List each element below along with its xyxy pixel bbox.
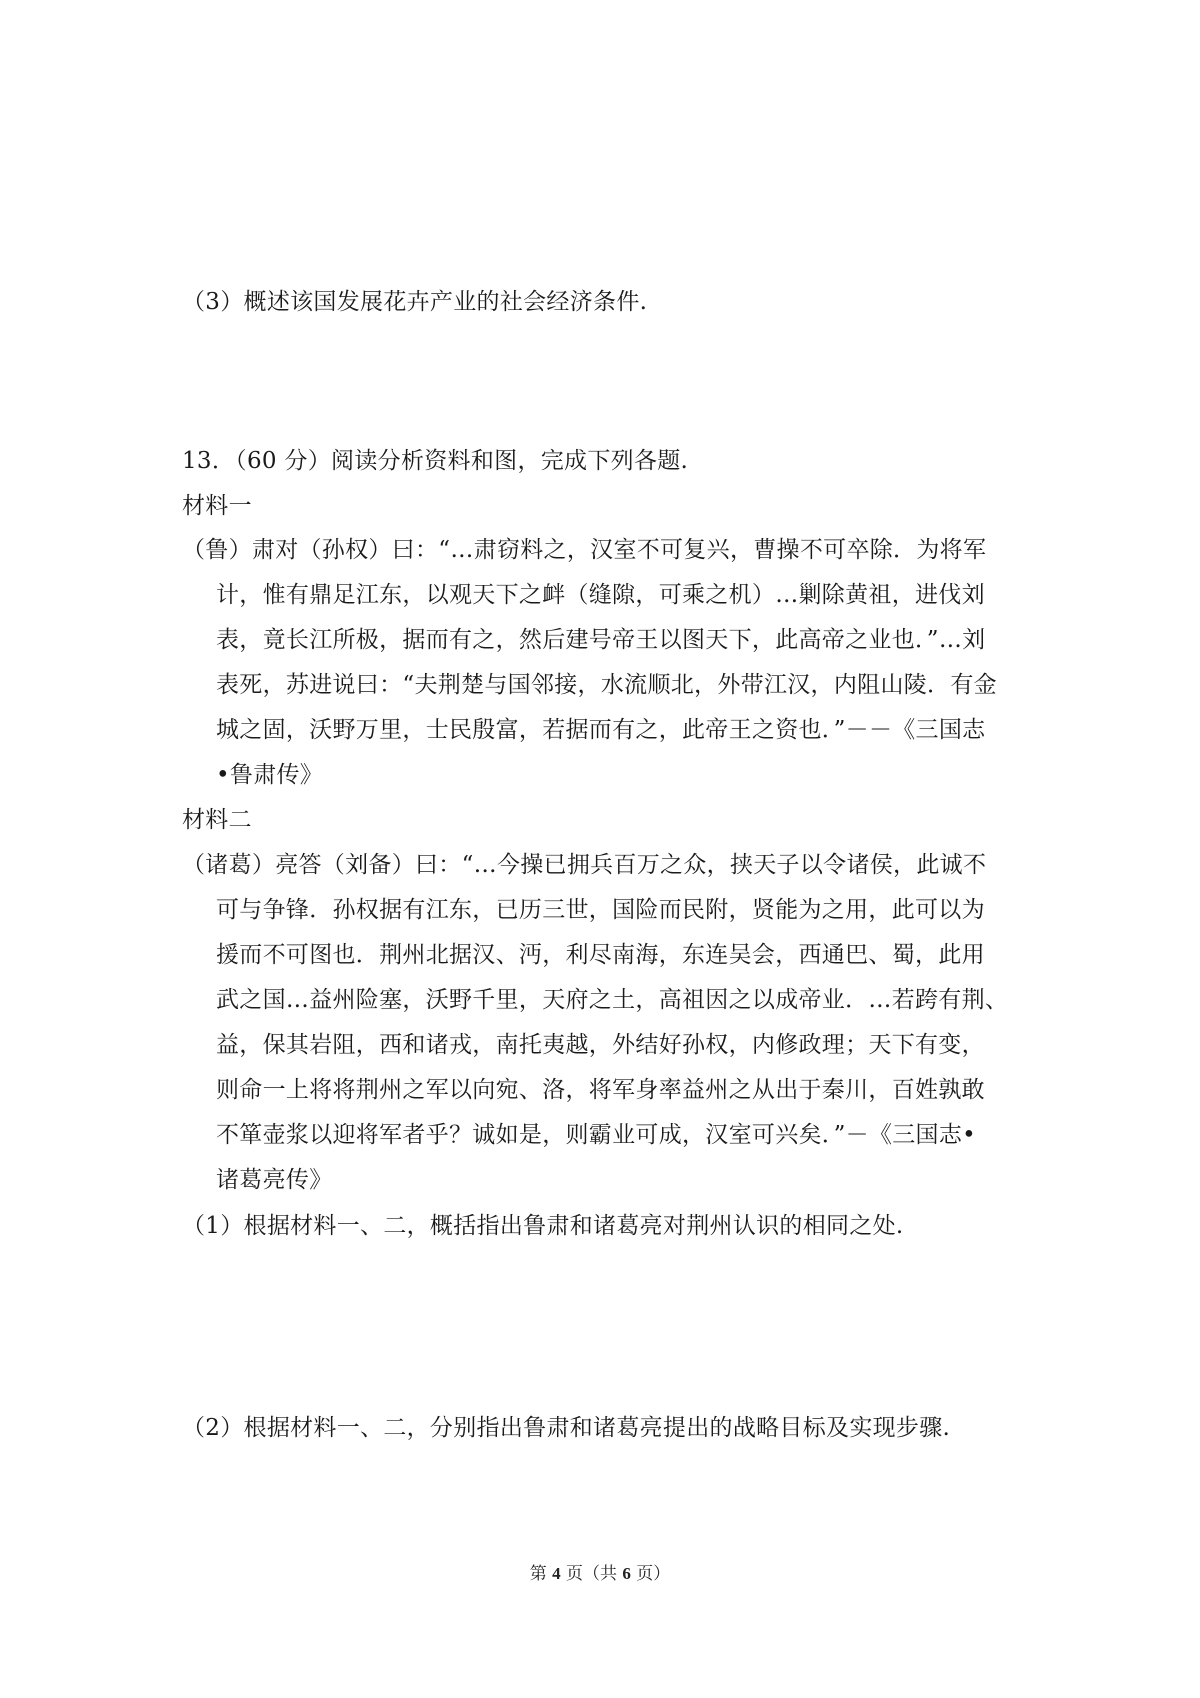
material-1-line: （鲁）肃对（孙权）曰：“…肃窃料之，汉室不可复兴，曹操不可卒除．为将军: [182, 537, 987, 563]
material-2-line: 益，保其岩阻，西和诸戎，南托夷越，外结好孙权，内修政理；天下有变，: [216, 1032, 985, 1058]
material-2-line: 不箪壶浆以迎将军者乎？诚如是，则霸业可成，汉室可兴矣．”－《三国志•: [216, 1122, 977, 1148]
footer-page-number: 4: [552, 1564, 561, 1583]
footer-total-pages: 6: [622, 1564, 631, 1583]
material-2-line: 可与争锋．孙权据有江东，已历三世，国险而民附，贤能为之用，此可以为: [216, 897, 985, 923]
footer-suffix: 页）: [630, 1564, 671, 1584]
material-1-line: 表死，苏进说曰：“夫荆楚与国邻接，水流顺北，外带江汉，内阻山陵．有金: [216, 672, 997, 698]
material-2-line: 诸葛亮传》: [216, 1167, 333, 1193]
material-2-line: 则命一上将将荆州之军以向宛、洛，将军身率益州之从出于秦川，百姓孰敢: [216, 1077, 985, 1103]
question-12-sub-3: （3）概述该国发展花卉产业的社会经济条件.: [182, 289, 648, 315]
material-1-label: 材料一: [182, 493, 252, 519]
material-1-line: 城之固，沃野万里，士民殷富，若据而有之，此帝王之资也．”－－《三国志: [216, 717, 986, 743]
footer-prefix: 第: [529, 1564, 553, 1584]
page-footer: [0, 1563, 1200, 1585]
question-13-sub-2: （2）根据材料一、二，分别指出鲁肃和诸葛亮提出的战略目标及实现步骤.: [182, 1415, 951, 1441]
material-2-line: 援而不可图也．荆州北据汉、沔，利尽南海，东连吴会，西通巴、蜀，此用: [216, 942, 985, 968]
material-2-line: （诸葛）亮答（刘备）曰：“…今操已拥兵百万之众，挟天子以令诸侯，此诚不: [182, 852, 987, 878]
material-1-line: 计，惟有鼎足江东，以观天下之衅（缝隙，可乘之机）…剿除黄祖，进伐刘: [216, 582, 985, 608]
question-13-header: 13．（60 分）阅读分析资料和图，完成下列各题.: [182, 448, 689, 474]
material-2-line: 武之国…益州险塞，沃野千里，天府之土，高祖因之以成帝业．…若跨有荆、: [216, 987, 1009, 1013]
material-2-label: 材料二: [182, 807, 252, 833]
question-13-sub-1: （1）根据材料一、二，概括指出鲁肃和诸葛亮对荆州认识的相同之处.: [182, 1213, 904, 1239]
footer-middle: 页（共: [560, 1564, 623, 1584]
material-1-line: 表，竟长江所极，据而有之，然后建号帝王以图天下，此高帝之业也．”…刘: [216, 627, 986, 653]
material-1-line: •鲁肃传》: [216, 762, 324, 788]
